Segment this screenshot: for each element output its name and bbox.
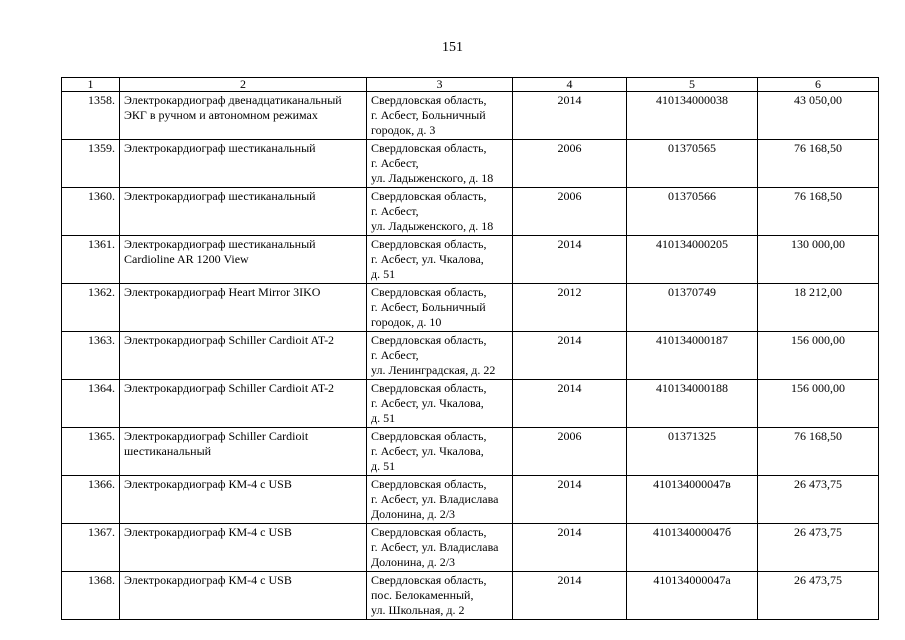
item-year: 2014 xyxy=(513,332,627,380)
item-address: Свердловская область, г. Асбест, ул. Чкалова, д. 51 xyxy=(367,428,513,476)
item-inventory-number: 01370565 xyxy=(627,140,758,188)
column-header: 4 xyxy=(513,78,627,92)
item-inventory-number: 01371325 xyxy=(627,428,758,476)
item-year: 2012 xyxy=(513,284,627,332)
table-row xyxy=(62,188,879,236)
item-year: 2014 xyxy=(513,92,627,140)
table-row xyxy=(62,92,879,140)
item-year: 2014 xyxy=(513,572,627,620)
item-year: 2014 xyxy=(513,236,627,284)
item-address: Свердловская область, г. Асбест, ул. Ладыженского, д. 18 xyxy=(367,140,513,188)
item-name: Электрокардиограф Schiller Cardioit AT-2 xyxy=(120,380,367,428)
table-row xyxy=(62,572,879,620)
item-address: Свердловская область, г. Асбест, ул. Чкалова, д. 51 xyxy=(367,236,513,284)
item-name: Электрокардиограф шестиканальный xyxy=(120,140,367,188)
item-name: Электрокардиограф шестиканальный xyxy=(120,188,367,236)
item-cost: 76 168,50 xyxy=(758,428,879,476)
item-inventory-number: 410134000188 xyxy=(627,380,758,428)
row-number: 1361. xyxy=(62,236,120,284)
item-name: Электрокардиограф Schiller Cardioit шестиканальный xyxy=(120,428,367,476)
item-inventory-number: 410134000047а xyxy=(627,572,758,620)
header-row xyxy=(62,78,879,92)
item-inventory-number: 410134000047б xyxy=(627,524,758,572)
page-number: 151 xyxy=(442,40,463,55)
item-year: 2014 xyxy=(513,380,627,428)
item-year: 2006 xyxy=(513,428,627,476)
row-number: 1358. xyxy=(62,92,120,140)
item-name: Электрокардиограф КМ-4 с USB xyxy=(120,572,367,620)
row-number: 1359. xyxy=(62,140,120,188)
item-cost: 43 050,00 xyxy=(758,92,879,140)
column-header: 2 xyxy=(120,78,367,92)
item-cost: 18 212,00 xyxy=(758,284,879,332)
table-row xyxy=(62,524,879,572)
item-address: Свердловская область, г. Асбест, ул. Владислава Долонина, д. 2/3 xyxy=(367,524,513,572)
table-row xyxy=(62,284,879,332)
item-year: 2014 xyxy=(513,524,627,572)
item-cost: 156 000,00 xyxy=(758,332,879,380)
item-cost: 26 473,75 xyxy=(758,524,879,572)
row-number: 1367. xyxy=(62,524,120,572)
item-name: Электрокардиограф Schiller Cardioit AT-2 xyxy=(120,332,367,380)
item-address: Свердловская область, г. Асбест, ул. Владислава Долонина, д. 2/3 xyxy=(367,476,513,524)
item-address: Свердловская область, г. Асбест, Больничный городок, д. 3 xyxy=(367,92,513,140)
item-address: Свердловская область, г. Асбест, Больничный городок, д. 10 xyxy=(367,284,513,332)
item-name: Электрокардиограф Heart Mirror 3IKO xyxy=(120,284,367,332)
item-inventory-number: 410134000205 xyxy=(627,236,758,284)
table-row xyxy=(62,236,879,284)
column-header: 6 xyxy=(758,78,879,92)
table-row xyxy=(62,428,879,476)
item-address: Свердловская область, г. Асбест, ул. Чкалова, д. 51 xyxy=(367,380,513,428)
table-row xyxy=(62,476,879,524)
item-inventory-number: 410134000038 xyxy=(627,92,758,140)
item-cost: 130 000,00 xyxy=(758,236,879,284)
row-number: 1360. xyxy=(62,188,120,236)
item-name: Электрокардиограф КМ-4 с USB xyxy=(120,476,367,524)
item-cost: 26 473,75 xyxy=(758,476,879,524)
table-row xyxy=(62,140,879,188)
table-row xyxy=(62,332,879,380)
item-inventory-number: 01370566 xyxy=(627,188,758,236)
column-header: 5 xyxy=(627,78,758,92)
item-cost: 156 000,00 xyxy=(758,380,879,428)
row-number: 1365. xyxy=(62,428,120,476)
item-cost: 26 473,75 xyxy=(758,572,879,620)
row-number: 1368. xyxy=(62,572,120,620)
item-cost: 76 168,50 xyxy=(758,188,879,236)
item-inventory-number: 410134000047в xyxy=(627,476,758,524)
item-address: Свердловская область, г. Асбест, ул. Ладыженского, д. 18 xyxy=(367,188,513,236)
item-name: Электрокардиограф двенадцатиканальный ЭКГ в ручном и автономном режимах xyxy=(120,92,367,140)
row-number: 1362. xyxy=(62,284,120,332)
item-name: Электрокардиограф КМ-4 с USB xyxy=(120,524,367,572)
item-address: Свердловская область, г. Асбест, ул. Ленинградская, д. 22 xyxy=(367,332,513,380)
column-header: 1 xyxy=(62,78,120,92)
row-number: 1364. xyxy=(62,380,120,428)
row-number: 1363. xyxy=(62,332,120,380)
item-address: Свердловская область, пос. Белокаменный, ул. Школьная, д. 2 xyxy=(367,572,513,620)
item-inventory-number: 410134000187 xyxy=(627,332,758,380)
item-year: 2006 xyxy=(513,140,627,188)
row-number: 1366. xyxy=(62,476,120,524)
table-row xyxy=(62,380,879,428)
item-year: 2014 xyxy=(513,476,627,524)
item-year: 2006 xyxy=(513,188,627,236)
equipment-table xyxy=(61,77,879,620)
item-cost: 76 168,50 xyxy=(758,140,879,188)
column-header: 3 xyxy=(367,78,513,92)
item-name: Электрокардиограф шестиканальный Cardioline AR 1200 View xyxy=(120,236,367,284)
item-inventory-number: 01370749 xyxy=(627,284,758,332)
